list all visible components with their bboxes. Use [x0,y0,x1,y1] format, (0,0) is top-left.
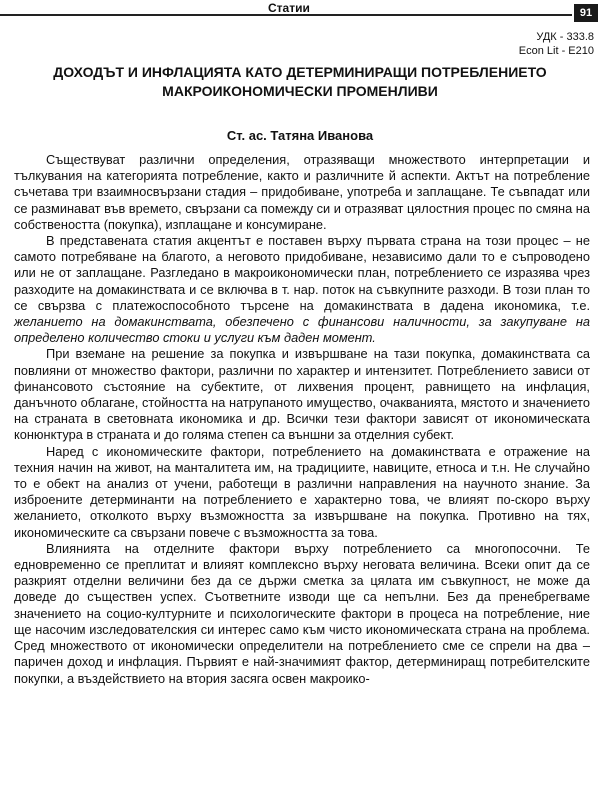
paragraph-2 [14,233,590,346]
paragraph-2-text: В представената статия акцентът е поставен върху първата страна на този процес – не самото потребяване на благото, а неговото придобиване, независимо дали то е съпроводено или не от заплащане. Разгледано в макроикономически план, потреблението се изразява чрез разходите на домакинствата и се включва в т. нар. поток на съвкупните разходи. В този план то се свързва с платежоспособното търсене на домакинствата в дадена икономика, т.е. [14,233,590,313]
udc-code: УДК - 333.8 [536,31,594,43]
econlit-code: Econ Lit - E210 [518,45,594,57]
paragraph-1: Съществуват различни определения, отразяващи множеството интерпретации и тълкувания на категорията потребление, както и различните й аспекти. Актът на потребление съчетава три взаимносвързани стадия – придобиване, употреба и заплащане. Те съвпадат или се разминават във времето, свързани са помежду си и отразяват цялостния процес по смяна на собствеността (покупка), изплащане и консумиране. [14,152,590,232]
author-name: Ст. ас. Татяна Иванова [226,128,374,143]
section-title: Статии [268,1,310,15]
paragraph-5: Влиянията на отделните фактори върху потреблението са многопосочни. Те едновременно се преплитат и влияят комплексно върху неговата величина. Всеки опит да се разкрият отделни величини без да се държи сметка за цялата им съвкупност, не може да доведе до съществен успех. Съответните изводи ще са непълни. Без да пренебрегваме значението на социо-културните и психологическите фактори в процеса на потребление, ние ще насочим изследователския си интерес само към чисто икономическата страна на проблема. Сред множеството от икономически определители на потреблението сме се спрели на два – паричен доход и инфлация. Първият е най-значимият фактор, детерминиращ потребителските покупки, а въздействието на втория засяга освен макроико- [14,540,590,686]
paragraph-3: При вземане на решение за покупка и извършване на тази покупка, домакинствата са повлияни от множество фактори, различни по характер и интензитет. Потреблението зависи от финансовото състояние на субектите, от лихвения процент, равнището на инфлация, данъчното облагане, стойността на натрупаното имущество, очакванията, мястото и значението на страната в световната икономика и др. Всички тези фактори зависят от икономическата конюнктура в страната и до голяма степен са външни за отделния субект. [14,346,590,443]
paragraph-2-italic: желанието на домакинствата, обезпечено с финансови наличности, за закупуване на определено количество стоки и услуги към даден момент. [14,314,590,346]
page-number: 91 [574,4,598,22]
article-title: ДОХОДЪТ И ИНФЛАЦИЯТА КАТО ДЕТЕРМИНИРАЩИ ПОТРЕБЛЕНИЕТО МАКРОИКОНОМИЧЕСКИ ПРОМЕНЛИВИ [53,64,547,99]
running-header [0,0,600,22]
paragraph-4: Наред с икономическите фактори, потреблението на домакинствата е отражение на техния начин на живот, на манталитета им, на традициите, навиците, етноса и т.н. Не случайно то е обект на анализ от учени, работещи в различни направления на научното знание. За изброените детерминанти на потреблението е характерно това, че влияят по-скоро върху желанието, отколкото върху възможността за извършване на покупка. Противно на тях, икономическите са свързани повече с възможността за това. [14,443,590,540]
classification-codes [519,30,594,58]
article-body [14,152,590,687]
